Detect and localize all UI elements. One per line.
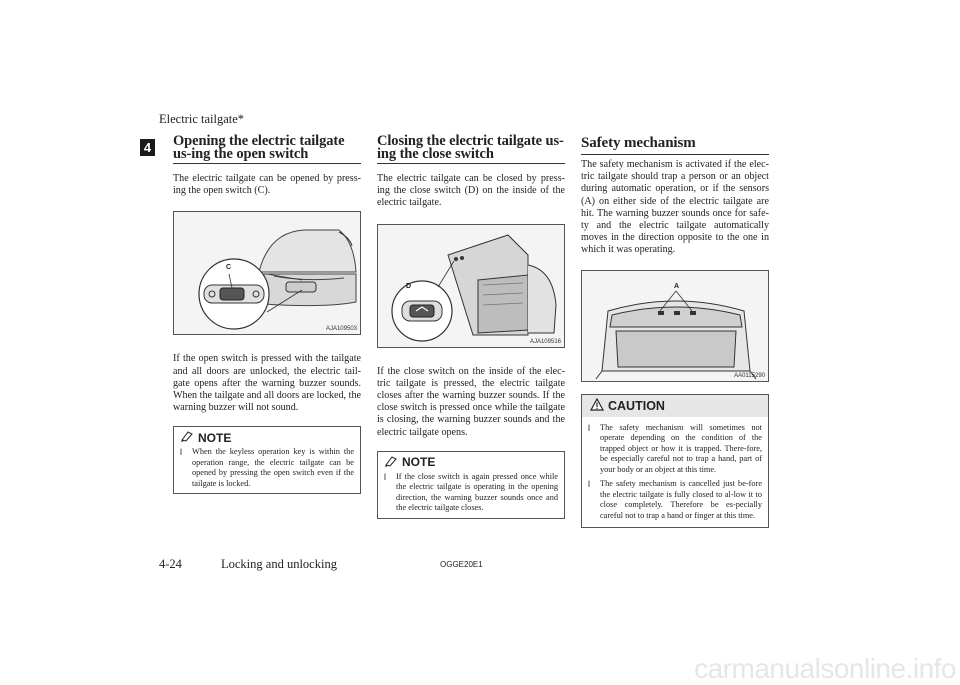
caution-item	[582, 417, 768, 480]
caution-header	[582, 395, 768, 417]
note-icon	[384, 455, 398, 470]
note-text: If the close switch is again pressed once while the electric tailgate is operating in the opening direction, the warning buzzer sounds once and the electric tailgate closes.	[396, 471, 558, 513]
note-header	[378, 452, 564, 472]
note-item	[378, 472, 564, 518]
section-close-switch	[377, 135, 565, 519]
document-code: OGGE20E1	[440, 560, 483, 569]
body-text: If the open switch is pressed with the tailgate and all doors are unlocked, the electric tail-gate opens after the warning buzzer sounds. When the tailgate and all doors are locked, the warning buzzer will not sound.	[173, 353, 361, 414]
figure-close-switch	[377, 224, 565, 348]
note-header	[174, 427, 360, 447]
body-text: If the close switch on the inside of the elec-tric tailgate is pressed, the electric tailgate closes after the warning buzzer sounds. If the close switch is pressed once while the tailgate is closing, the warning buzzer sounds and the electric tailgate opens.	[377, 365, 565, 438]
caution-label: CAUTION	[608, 398, 665, 413]
intro-text: The electric tailgate can be closed by press-ing the close switch (D) on the inside of the electric tailgate.	[377, 173, 565, 209]
section-heading: Closing the electric tailgate us-ing the close switch	[377, 133, 564, 162]
figure-code: AJA109516	[529, 338, 561, 345]
figure-safety-sensors	[581, 270, 769, 382]
callout-label: A	[674, 282, 680, 290]
caution-box	[581, 394, 769, 529]
caution-text: The safety mechanism will sometimes not operate depending on the condition of the trapped object or how it is trapped. There-fore, be especially careful not to trap a hand, part of your body or an object at this time.	[600, 422, 762, 474]
page-number: 4-24	[159, 557, 182, 571]
caution-text: The safety mechanism is cancelled just be-fore the electric tailgate is fully closed to al-low it to close completely. Therefore be es-pecially careful not to trap a hand or finger at this time.	[600, 479, 762, 520]
bullet-mark: l	[588, 479, 590, 490]
figure-code: AA0115290	[734, 372, 765, 379]
intro-text: The electric tailgate can be opened by press-ing the open switch (C).	[173, 173, 361, 197]
body-text: The safety mechanism is activated if the elec-tric tailgate should trap a person or an object during automatic operation, or if the sensors (A) on either side of the electric tailgate are hit. The warning buzzer sounds once for safe-ty and the electric tailgate automatically moves in the direction opposite to the one in which it was operating.	[581, 159, 769, 256]
note-label: NOTE	[402, 455, 436, 470]
figure-code: AJA109503	[325, 326, 357, 333]
bullet-mark: l	[588, 422, 590, 433]
note-box	[377, 451, 565, 519]
section-heading: Opening the electric tailgate us-ing the open switch	[173, 135, 361, 164]
figure-open-switch	[173, 211, 361, 335]
caution-item	[582, 479, 768, 527]
chapter-tab: 4	[140, 139, 155, 156]
bullet-mark: l	[384, 471, 386, 482]
callout-label: C	[226, 264, 232, 272]
note-item	[174, 447, 360, 493]
watermark: carmanualsonline.info	[694, 653, 956, 684]
running-header: Electric tailgate*	[159, 112, 245, 126]
section-safety-mechanism	[581, 135, 769, 528]
bullet-mark: l	[180, 447, 182, 458]
note-text: When the keyless operation key is within the operation range, the electric tailgate can be opened by pressing the open switch even if the tailgate is locked.	[192, 447, 354, 488]
note-box	[173, 426, 361, 494]
section-open-switch	[173, 135, 361, 494]
tailgate-rear-illustration	[174, 212, 361, 335]
section-heading: Safety mechanism	[581, 135, 769, 155]
note-icon	[180, 430, 194, 445]
note-label: NOTE	[198, 430, 232, 445]
warning-triangle-icon	[590, 398, 604, 414]
footer-section-title: Locking and unlocking	[221, 557, 337, 571]
callout-label: D	[406, 282, 412, 290]
